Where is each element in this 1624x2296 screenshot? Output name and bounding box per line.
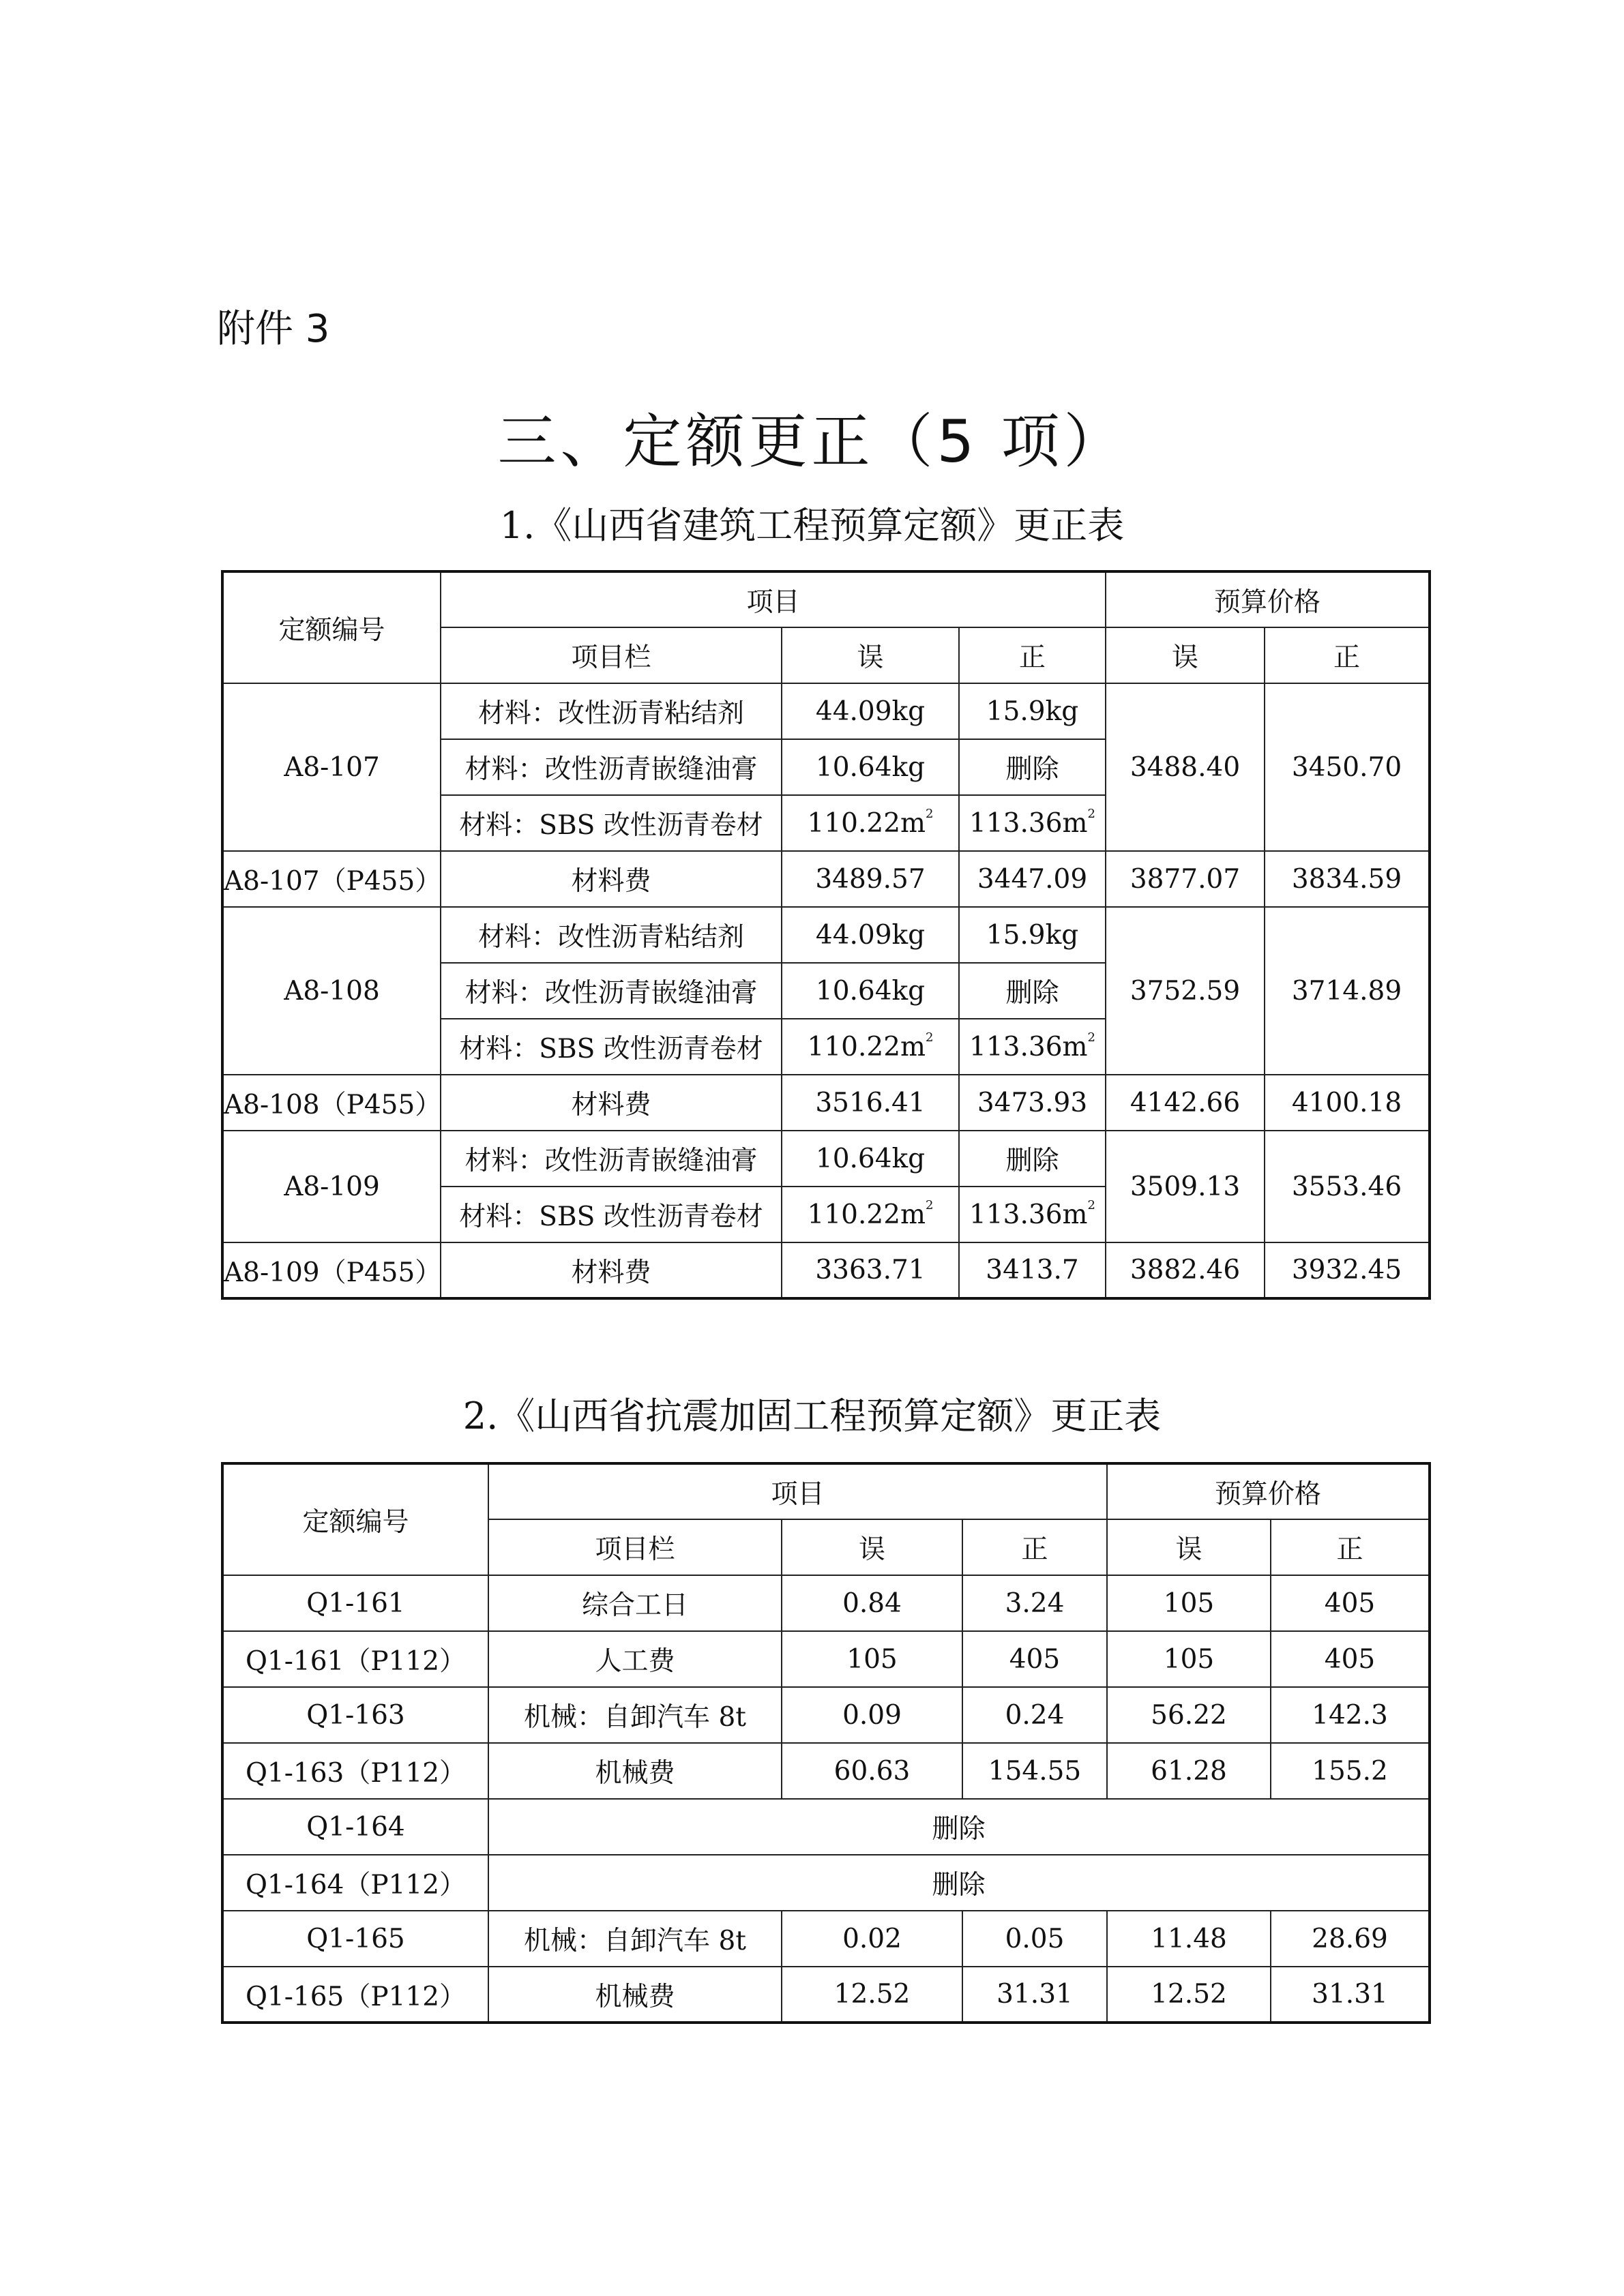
header-code: 定额编号 xyxy=(222,1463,488,1575)
item-right xyxy=(959,1019,1106,1075)
price-wrong-text: 3882.46 xyxy=(1130,1255,1241,1285)
item-right-text: 113.36m xyxy=(969,1031,1088,1062)
table-row xyxy=(222,1855,1430,1911)
item-name xyxy=(488,1911,782,1967)
unit-superscript: 2 xyxy=(926,1197,934,1212)
header-row xyxy=(222,571,1430,627)
item-wrong xyxy=(782,1687,962,1743)
item-name xyxy=(441,907,782,963)
quota-code-text: A8-109 xyxy=(284,1171,380,1202)
price-right xyxy=(1271,1575,1430,1631)
item-wrong-text: 3489.57 xyxy=(815,863,926,895)
price-wrong xyxy=(1106,1075,1265,1131)
header-price: 预算价格 xyxy=(1107,1463,1430,1519)
price-right-text: 3553.46 xyxy=(1291,1171,1402,1202)
price-right xyxy=(1271,1911,1430,1967)
item-right xyxy=(959,683,1106,739)
item-wrong-text: 10.64kg xyxy=(815,751,926,783)
item-name-text: 材料：SBS 改性沥青卷材 xyxy=(459,1034,763,1064)
price-wrong xyxy=(1106,683,1265,851)
item-name xyxy=(488,1631,782,1687)
item-wrong xyxy=(782,1187,959,1242)
item-wrong-text: 44.09kg xyxy=(815,919,926,951)
item-wrong xyxy=(782,1967,962,2023)
price-wrong-text: 105 xyxy=(1163,1643,1215,1675)
merged-note-text: 删除 xyxy=(932,1870,986,1900)
quota-code-text: A8-108（P455） xyxy=(224,1090,442,1120)
quota-code xyxy=(222,1855,488,1911)
item-wrong-text: 12.52 xyxy=(833,1979,911,2010)
table-row xyxy=(222,851,1430,907)
price-right-text: 3714.89 xyxy=(1291,975,1402,1007)
item-name-text: 材料：SBS 改性沥青卷材 xyxy=(459,1202,763,1232)
item-wrong-text: 10.64kg xyxy=(815,1143,926,1174)
item-right-text: 3473.93 xyxy=(977,1087,1088,1118)
price-right-text: 3834.59 xyxy=(1291,863,1402,895)
item-wrong xyxy=(782,739,959,795)
quota-code xyxy=(222,1743,488,1799)
item-right-text: 删除 xyxy=(1005,1146,1059,1176)
table-row xyxy=(222,1687,1430,1743)
price-right-text: 4100.18 xyxy=(1291,1087,1402,1118)
item-right-text: 0.05 xyxy=(1005,1923,1065,1954)
item-wrong-text: 110.22m xyxy=(807,807,926,839)
item-right-text: 3.24 xyxy=(1005,1587,1065,1619)
item-right xyxy=(959,907,1106,963)
item-wrong xyxy=(782,1242,959,1298)
price-wrong-text: 12.52 xyxy=(1151,1979,1227,2010)
item-right-text: 删除 xyxy=(1005,754,1059,785)
header-code: 定额编号 xyxy=(222,571,441,683)
price-wrong xyxy=(1106,851,1265,907)
item-name-text: 材料：改性沥青粘结剂 xyxy=(477,698,744,729)
price-wrong xyxy=(1107,1687,1271,1743)
item-right xyxy=(959,739,1106,795)
quota-code-text: Q1-165 xyxy=(306,1923,405,1954)
header-price-right: 正 xyxy=(1265,627,1430,683)
merged-note xyxy=(488,1799,1430,1855)
item-right xyxy=(959,795,1106,851)
quota-code xyxy=(222,1131,441,1242)
price-right xyxy=(1265,851,1430,907)
table-row xyxy=(222,1743,1430,1799)
item-wrong-text: 0.84 xyxy=(842,1587,902,1619)
item-name xyxy=(441,795,782,851)
item-wrong xyxy=(782,1075,959,1131)
item-wrong-text: 110.22m xyxy=(807,1031,926,1062)
item-name xyxy=(441,963,782,1019)
header-right: 正 xyxy=(959,627,1106,683)
header-wrong: 误 xyxy=(782,627,959,683)
table2-seismic-quota-corrections xyxy=(221,1462,1431,2024)
item-right-text: 3447.09 xyxy=(977,863,1088,895)
price-wrong-text: 3877.07 xyxy=(1130,863,1241,895)
price-wrong-text: 61.28 xyxy=(1151,1755,1227,1787)
item-wrong-text: 60.63 xyxy=(833,1755,911,1787)
item-right-text: 15.9kg xyxy=(986,696,1079,727)
item-name xyxy=(488,1575,782,1631)
header-item-col: 项目栏 xyxy=(441,627,782,683)
price-wrong xyxy=(1107,1631,1271,1687)
table1-building-quota-corrections xyxy=(221,570,1431,1300)
price-wrong xyxy=(1106,1131,1265,1242)
item-right xyxy=(959,851,1106,907)
quota-code-text: Q1-165（P112） xyxy=(245,1981,467,2012)
price-wrong-text: 3752.59 xyxy=(1130,975,1241,1007)
item-right xyxy=(959,1187,1106,1242)
table2-title: 2.《山西省抗震加固工程预算定额》更正表 xyxy=(462,1395,1162,1437)
item-right xyxy=(962,1911,1107,1967)
price-right xyxy=(1271,1743,1430,1799)
item-wrong xyxy=(782,1019,959,1075)
table-row xyxy=(222,1967,1430,2023)
attachment-label: 附件 3 xyxy=(217,307,330,351)
item-right xyxy=(962,1687,1107,1743)
price-right-text: 405 xyxy=(1324,1643,1376,1675)
item-right xyxy=(962,1575,1107,1631)
item-name xyxy=(441,683,782,739)
table-row xyxy=(222,1631,1430,1687)
price-wrong-text: 3488.40 xyxy=(1130,751,1241,783)
header-item-col: 项目栏 xyxy=(488,1519,782,1575)
price-wrong xyxy=(1106,1242,1265,1298)
header-price-wrong: 误 xyxy=(1107,1519,1271,1575)
table-row xyxy=(222,1242,1430,1298)
header-wrong: 误 xyxy=(782,1519,962,1575)
item-name-text: 材料费 xyxy=(571,866,651,897)
item-name-text: 人工费 xyxy=(595,1646,675,1677)
header-price-wrong: 误 xyxy=(1106,627,1265,683)
item-right-text: 删除 xyxy=(1005,978,1059,1009)
table1-title: 1.《山西省建筑工程预算定额》更正表 xyxy=(499,504,1125,547)
item-wrong xyxy=(782,795,959,851)
item-name xyxy=(488,1687,782,1743)
item-right-text: 405 xyxy=(1009,1643,1061,1675)
price-right-text: 3450.70 xyxy=(1291,751,1402,783)
quota-code-text: Q1-164（P112） xyxy=(245,1870,467,1900)
page-title: 三、定额更正（5 项） xyxy=(497,408,1127,476)
item-wrong xyxy=(782,963,959,1019)
item-name-text: 综合工日 xyxy=(581,1590,688,1621)
table-row xyxy=(222,683,1430,739)
price-right-text: 155.2 xyxy=(1312,1755,1388,1787)
item-name-text: 机械费 xyxy=(595,1758,675,1789)
price-right xyxy=(1265,1131,1430,1242)
price-right xyxy=(1265,907,1430,1075)
quota-code-text: A8-109（P455） xyxy=(224,1257,442,1288)
item-name xyxy=(441,739,782,795)
quota-code xyxy=(222,1967,488,2023)
quota-code-text: A8-107 xyxy=(284,751,380,783)
item-right-text: 0.24 xyxy=(1005,1699,1065,1731)
item-wrong xyxy=(782,1911,962,1967)
item-wrong-text: 3363.71 xyxy=(815,1255,926,1285)
quota-code-text: Q1-163 xyxy=(306,1699,405,1731)
item-right xyxy=(959,963,1106,1019)
unit-superscript: 2 xyxy=(926,1030,934,1045)
price-right xyxy=(1271,1631,1430,1687)
unit-superscript: 2 xyxy=(1087,1030,1095,1045)
table-row xyxy=(222,1911,1430,1967)
merged-note-text: 删除 xyxy=(932,1814,986,1845)
price-right-text: 142.3 xyxy=(1312,1699,1388,1731)
item-name-text: 材料：改性沥青嵌缝油膏 xyxy=(464,754,758,785)
item-name-text: 材料：改性沥青粘结剂 xyxy=(477,922,744,953)
item-wrong xyxy=(782,907,959,963)
merged-note xyxy=(488,1855,1430,1911)
item-right xyxy=(959,1131,1106,1187)
item-wrong xyxy=(782,1743,962,1799)
item-wrong-text: 105 xyxy=(846,1643,898,1675)
item-right-text: 15.9kg xyxy=(986,919,1079,951)
item-wrong-text: 10.64kg xyxy=(815,975,926,1007)
item-wrong-text: 0.09 xyxy=(842,1699,902,1731)
price-right xyxy=(1271,1687,1430,1743)
price-wrong xyxy=(1107,1743,1271,1799)
unit-superscript: 2 xyxy=(1087,806,1095,821)
price-right-text: 405 xyxy=(1324,1587,1376,1619)
item-name-text: 材料费 xyxy=(571,1090,651,1120)
item-name-text: 机械：自卸汽车 8t xyxy=(524,1702,746,1733)
price-wrong-text: 105 xyxy=(1163,1587,1215,1619)
item-right xyxy=(959,1075,1106,1131)
table-row xyxy=(222,1131,1430,1187)
item-wrong-text: 44.09kg xyxy=(815,696,926,727)
item-name xyxy=(441,851,782,907)
item-right-text: 31.31 xyxy=(996,1979,1073,2010)
item-right-text: 113.36m xyxy=(969,1199,1088,1230)
item-right xyxy=(962,1967,1107,2023)
item-wrong-text: 110.22m xyxy=(807,1199,926,1230)
header-item: 项目 xyxy=(441,571,1106,627)
price-wrong-text: 56.22 xyxy=(1151,1699,1227,1731)
price-right-text: 31.31 xyxy=(1312,1979,1388,2010)
quota-code xyxy=(222,851,441,907)
quota-code xyxy=(222,1075,441,1131)
quota-code-text: A8-107（P455） xyxy=(224,866,442,897)
item-wrong-text: 0.02 xyxy=(842,1923,902,1954)
item-right-text: 113.36m xyxy=(969,807,1088,839)
item-name-text: 机械费 xyxy=(595,1981,675,2012)
quota-code xyxy=(222,683,441,851)
item-name xyxy=(441,1019,782,1075)
item-wrong xyxy=(782,851,959,907)
item-name xyxy=(441,1131,782,1187)
item-right-text: 154.55 xyxy=(988,1755,1082,1787)
price-right xyxy=(1265,1242,1430,1298)
price-wrong xyxy=(1106,907,1265,1075)
header-row xyxy=(222,1463,1430,1519)
quota-code-text: Q1-161 xyxy=(306,1587,405,1619)
item-right xyxy=(962,1631,1107,1687)
quota-code-text: Q1-161（P112） xyxy=(245,1646,467,1677)
item-name xyxy=(441,1187,782,1242)
item-name-text: 材料：改性沥青嵌缝油膏 xyxy=(464,1146,758,1176)
price-wrong xyxy=(1107,1911,1271,1967)
item-name-text: 材料：改性沥青嵌缝油膏 xyxy=(464,978,758,1009)
price-wrong-text: 4142.66 xyxy=(1130,1087,1241,1118)
item-wrong-text: 3516.41 xyxy=(815,1087,926,1118)
price-wrong xyxy=(1107,1575,1271,1631)
unit-superscript: 2 xyxy=(1087,1197,1095,1212)
item-name-text: 机械：自卸汽车 8t xyxy=(524,1926,746,1956)
item-right-text: 3413.7 xyxy=(986,1255,1079,1285)
item-wrong xyxy=(782,1575,962,1631)
item-name xyxy=(488,1967,782,2023)
quota-code xyxy=(222,1575,488,1631)
quota-code-text: A8-108 xyxy=(284,975,380,1007)
price-right xyxy=(1271,1967,1430,2023)
price-right-text: 28.69 xyxy=(1312,1923,1388,1954)
item-name xyxy=(441,1242,782,1298)
item-right xyxy=(959,1242,1106,1298)
item-wrong xyxy=(782,683,959,739)
quota-code xyxy=(222,1799,488,1855)
table-row xyxy=(222,1575,1430,1631)
unit-superscript: 2 xyxy=(926,806,934,821)
price-right xyxy=(1265,1075,1430,1131)
price-right xyxy=(1265,683,1430,851)
quota-code xyxy=(222,1242,441,1298)
quota-code-text: Q1-164 xyxy=(306,1811,405,1843)
header-item: 项目 xyxy=(488,1463,1107,1519)
price-wrong-text: 3509.13 xyxy=(1130,1171,1241,1202)
table-row xyxy=(222,1075,1430,1131)
quota-code xyxy=(222,907,441,1075)
table-row xyxy=(222,1799,1430,1855)
item-name xyxy=(441,1075,782,1131)
quota-code xyxy=(222,1687,488,1743)
header-right: 正 xyxy=(962,1519,1107,1575)
table-row xyxy=(222,907,1430,963)
price-wrong-text: 11.48 xyxy=(1151,1923,1227,1954)
item-name-text: 材料费 xyxy=(571,1257,651,1288)
quota-code-text: Q1-163（P112） xyxy=(245,1758,467,1789)
price-wrong xyxy=(1107,1967,1271,2023)
item-name-text: 材料：SBS 改性沥青卷材 xyxy=(459,810,763,841)
quota-code xyxy=(222,1631,488,1687)
price-right-text: 3932.45 xyxy=(1291,1255,1402,1285)
header-price: 预算价格 xyxy=(1106,571,1430,627)
item-wrong xyxy=(782,1631,962,1687)
item-right xyxy=(962,1743,1107,1799)
quota-code xyxy=(222,1911,488,1967)
header-price-right: 正 xyxy=(1271,1519,1430,1575)
item-name xyxy=(488,1743,782,1799)
item-wrong xyxy=(782,1131,959,1187)
